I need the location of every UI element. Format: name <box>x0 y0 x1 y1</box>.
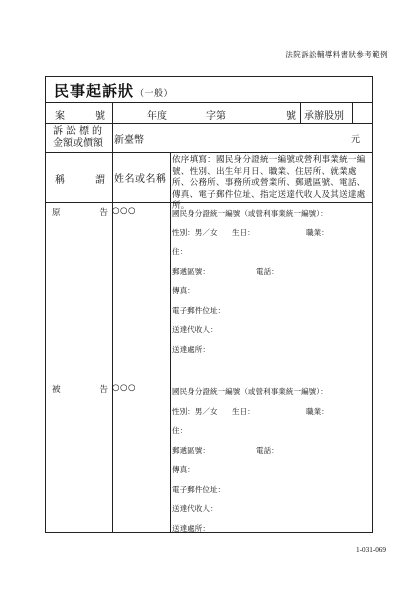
defendant-occupation-field[interactable]: 職業： <box>306 407 329 416</box>
party-instruction: 依序填寫：國民身分證統一編號或營利事業統一編號、性別、出生年月日、職業、住居所、就業處所、公務所、事務所或營業所、郵遞區號、電話、傳真、電子郵件位址、指定送達代收人及其送達處所。 <box>172 155 366 211</box>
defendant-fax-field[interactable]: 傳真： <box>172 465 195 474</box>
defendant-role-char-2: 告 <box>99 385 108 395</box>
party-name-label: 姓名或名稱 <box>114 174 167 185</box>
plaintiff-occupation-field[interactable]: 職業： <box>306 228 329 237</box>
form-title <box>54 80 173 101</box>
title-row <box>46 77 372 103</box>
case-divider-3 <box>352 103 353 123</box>
case-division-label: 承辦股別 <box>304 111 344 122</box>
party-title-char-1: 稱 <box>55 175 65 186</box>
claim-currency: 新臺幣 <box>114 135 144 146</box>
case-label-char-2: 號 <box>95 111 105 122</box>
party-header-row <box>46 153 372 211</box>
plaintiff-phone-field[interactable]: 電話： <box>256 267 279 276</box>
defendant-agent-field[interactable]: 送達代收人： <box>172 504 218 513</box>
case-label <box>55 107 105 122</box>
case-year-field[interactable]: 年度 <box>147 111 167 122</box>
parties-divider-2 <box>170 203 171 532</box>
defendant-role-char-1: 被 <box>52 385 61 395</box>
complaint-form <box>45 76 373 533</box>
plaintiff-service-address-field[interactable]: 送達處所： <box>172 345 210 354</box>
form-title-main: 民事起訴狀 <box>54 82 135 100</box>
claim-amount-label <box>53 126 109 150</box>
defendant-role <box>52 383 108 395</box>
case-word-field[interactable]: 字第 <box>206 111 226 122</box>
plaintiff-postal-field[interactable]: 郵遞區號： <box>172 267 210 276</box>
parties-divider-1 <box>112 203 113 532</box>
plaintiff-fax-field[interactable]: 傳真： <box>172 286 195 295</box>
plaintiff-id-field[interactable]: 國民身分證統一編號（或營利事業統一編號）： <box>172 209 328 218</box>
defendant-name[interactable]: ○○○ <box>112 383 136 393</box>
plaintiff-email-field[interactable]: 電子郵件位址： <box>172 306 226 315</box>
plaintiff-role-char-1: 原 <box>52 208 61 218</box>
plaintiff-name[interactable]: ○○○ <box>112 206 136 216</box>
party-header-divider-2 <box>170 153 171 202</box>
defendant-gender-field[interactable]: 性別：男／女 <box>172 407 218 416</box>
parties-section <box>46 203 372 532</box>
claim-amount-row <box>46 124 372 153</box>
defendant-email-field[interactable]: 電子郵件位址： <box>172 485 226 494</box>
case-divider-1 <box>112 103 113 123</box>
form-title-sub: （一般） <box>135 89 174 99</box>
case-number-field[interactable]: 號 <box>286 111 296 122</box>
defendant-service-address-field[interactable]: 送達處所： <box>172 524 210 533</box>
plaintiff-address-field[interactable]: 住： <box>172 247 188 256</box>
plaintiff-agent-field[interactable]: 送達代收人： <box>172 325 218 334</box>
claim-unit: 元 <box>351 135 361 145</box>
defendant-birthday-field[interactable]: 生日： <box>232 407 255 416</box>
party-title-label <box>55 171 105 186</box>
plaintiff-role-char-2: 告 <box>99 208 108 218</box>
case-label-char-1: 案 <box>55 111 65 122</box>
claim-amount-label-line1: 訴訟標的 <box>53 126 105 137</box>
case-number-row <box>46 103 372 124</box>
page-header: 法院訴訟輔導料書狀參考範例 <box>285 50 388 59</box>
defendant-address-field[interactable]: 住： <box>172 426 188 435</box>
plaintiff-birthday-field[interactable]: 生日： <box>232 228 255 237</box>
amount-divider <box>112 124 113 152</box>
case-divider-2 <box>300 103 301 123</box>
plaintiff-role <box>52 206 108 218</box>
form-code: 1-031-069 <box>356 546 386 554</box>
claim-amount-label-line2: 金額或價額 <box>53 138 103 149</box>
defendant-postal-field[interactable]: 郵遞區號： <box>172 446 210 455</box>
defendant-id-field[interactable]: 國民身分證統一編號（或營利事業統一編號）： <box>172 387 328 396</box>
defendant-phone-field[interactable]: 電話： <box>256 446 279 455</box>
party-header-divider-1 <box>112 153 113 202</box>
plaintiff-gender-field[interactable]: 性別：男／女 <box>172 228 218 237</box>
party-title-char-2: 謂 <box>95 175 105 186</box>
